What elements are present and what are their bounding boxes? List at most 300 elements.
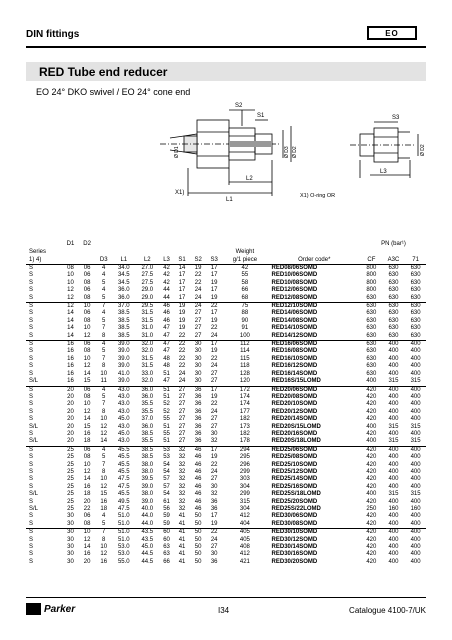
cell-order-code: RED25/12SOMD (271, 468, 318, 475)
cell-pn-a3c: 400 (388, 551, 399, 558)
cell-l3: 54 (163, 461, 170, 468)
cell-pn-71: 630 (410, 279, 421, 286)
label-d2-left: Ø D2 (292, 146, 298, 158)
cell-l3: 46 (163, 310, 170, 317)
cell-pn-cf: 250 (366, 506, 377, 512)
cell-l2: 35.5 (141, 438, 154, 445)
cell-weight: 294 (222, 446, 267, 454)
table-row (26, 529, 426, 537)
cell-l3: 51 (163, 370, 170, 377)
cell-d3: 10 (100, 476, 108, 483)
cell-d3: 5 (102, 454, 106, 461)
cell-d2: 06 (83, 310, 91, 317)
cell-s2: 46 (194, 498, 202, 505)
cell-s1: 22 (178, 332, 186, 339)
eo-logo: EO (367, 26, 417, 40)
cell-pn-71: 315 (410, 378, 421, 385)
cell-l3: 53 (159, 446, 174, 454)
cell-l1: 36.0 (117, 294, 130, 301)
cell-s1: 19 (178, 325, 186, 332)
cell-series: S (29, 348, 34, 355)
cell-s3: 24 (210, 408, 218, 415)
cell-s2: 46 (194, 476, 202, 483)
cell-s2: 50 (194, 544, 202, 551)
cell-s2: 24 (194, 294, 202, 301)
cell-l2: 44.0 (141, 513, 154, 520)
header-weight: Weight (235, 248, 255, 255)
cell-s3: 17 (206, 341, 222, 349)
cell-series: S (29, 498, 34, 505)
cell-order-code: RED14/06SOMD (271, 310, 318, 317)
cell-pn-71: 400 (410, 558, 421, 565)
cell-series: S (26, 341, 62, 349)
cell-d1: 20 (67, 430, 74, 437)
cell-l3: 42 (163, 279, 170, 286)
cell-l3: 44 (163, 287, 170, 294)
table-row (26, 544, 426, 551)
cell-s1: 32 (178, 491, 186, 498)
cell-d1: 10 (67, 279, 74, 286)
cell-d3: 12 (100, 430, 108, 437)
cell-d2: 06 (79, 341, 96, 349)
cell-pn-cf: 400 (366, 423, 377, 430)
cell-pn-cf: 420 (366, 520, 377, 527)
header-l1: L1 (112, 256, 136, 265)
cell-s1: 32 (178, 476, 186, 483)
cell-s2: 50 (194, 520, 202, 527)
cell-pn-cf: 420 (366, 468, 377, 475)
cell-l3: 48 (163, 355, 170, 362)
cell-s1: 32 (178, 461, 186, 468)
cell-series: S (29, 476, 34, 483)
cell-pn-cf: 630 (366, 332, 377, 339)
cell-l1: 34.5 (117, 279, 130, 286)
oring-note: X1) O-ring OR (300, 193, 336, 199)
cell-s2: 36 (194, 401, 202, 408)
cell-s2: 36 (194, 430, 202, 437)
cell-l2: 31.5 (141, 363, 154, 370)
cell-weight: 405 (239, 536, 250, 543)
cell-weight: 182 (239, 430, 250, 437)
cell-l2: 27.5 (141, 279, 154, 286)
cell-d2: 08 (83, 317, 91, 324)
header-l3: L3 (159, 256, 174, 265)
cell-pn-71: 400 (410, 483, 421, 490)
cell-pn-a3c: 400 (388, 513, 399, 520)
cell-d1: 16 (67, 370, 74, 377)
cell-s1: 41 (178, 551, 186, 558)
cell-l1: 41.0 (117, 370, 130, 377)
cell-l2: 27.5 (141, 272, 154, 279)
cell-pn-71: 630 (405, 303, 426, 311)
cell-d3: 7 (102, 401, 106, 408)
cell-d3: 5 (102, 294, 106, 301)
cell-d2: 15 (83, 423, 91, 430)
cell-pn-cf: 420 (366, 498, 377, 505)
cell-l2: 36.0 (141, 423, 154, 430)
cell-pn-cf: 630 (366, 370, 377, 377)
cell-pn-71: 400 (405, 386, 426, 394)
cell-series: S (29, 483, 34, 490)
cell-l3: 44 (163, 294, 170, 301)
cell-s2: 27 (194, 317, 202, 324)
cell-d2: 12 (83, 408, 91, 415)
cell-pn-71: 315 (410, 491, 421, 498)
cell-l2: 29.5 (136, 303, 160, 311)
table-row (26, 378, 426, 386)
cell-l1: 51.0 (117, 520, 130, 527)
cell-d1: 14 (67, 317, 74, 324)
cell-l1: 36.0 (117, 287, 130, 294)
cell-weight: 91 (241, 325, 249, 332)
header-s1: S1 (174, 256, 190, 265)
header-71: 71 (405, 256, 426, 265)
cell-weight: 55 (241, 272, 249, 279)
cell-d2: 08 (83, 393, 91, 400)
cell-d2: 10 (79, 529, 96, 537)
cell-l2: 31.5 (141, 317, 154, 324)
cell-l2: 38.0 (141, 491, 154, 498)
cell-d1: 12 (62, 303, 79, 311)
table-row (26, 513, 426, 520)
cell-pn-a3c: 400 (388, 363, 399, 370)
cell-l3: 47 (163, 325, 170, 332)
cell-d1: 25 (67, 461, 74, 468)
cell-l3: 54 (163, 491, 170, 498)
cell-l1: 39.0 (117, 378, 130, 385)
cell-s1: 14 (178, 265, 186, 271)
cell-l1: 47.5 (117, 483, 130, 490)
cell-l2: 29.0 (141, 294, 154, 301)
cell-s1: 17 (178, 272, 186, 279)
cell-weight: 118 (240, 363, 250, 370)
cell-l3: 57 (163, 483, 170, 490)
table-row (26, 333, 426, 341)
cell-series: S (26, 446, 62, 454)
cell-series: S (29, 355, 34, 362)
cell-d1: 12 (67, 294, 74, 301)
cell-series: S (29, 272, 34, 279)
cell-weight: 412 (239, 513, 250, 520)
cell-series: S (29, 513, 34, 520)
cell-pn-a3c: 400 (388, 355, 399, 362)
cell-l2: 32.0 (136, 341, 160, 349)
cell-pn-71: 400 (410, 408, 421, 415)
cell-weight: 296 (239, 461, 250, 468)
header-order-code: Order code* (268, 256, 362, 265)
cell-weight: 405 (222, 529, 267, 537)
cell-d2: 12 (83, 332, 91, 339)
cell-pn-71: 630 (410, 310, 421, 317)
cell-s3: 36 (210, 506, 218, 512)
cell-d2: 10 (83, 355, 91, 362)
cell-d1: 30 (62, 529, 79, 537)
cell-pn-a3c: 400 (382, 341, 406, 349)
cell-series: S (29, 310, 34, 317)
cell-order-code: RED25S/22LOMD (271, 506, 321, 512)
cell-pn-cf: 420 (361, 386, 382, 394)
cell-pn-a3c: 400 (388, 348, 399, 355)
cell-d2: 08 (83, 294, 91, 301)
cell-s1: 32 (178, 454, 186, 461)
cell-pn-71: 400 (410, 468, 421, 475)
cell-l3: 53 (163, 454, 170, 461)
cell-d2: 10 (83, 401, 91, 408)
cell-s3: 30 (210, 483, 218, 490)
cell-pn-71: 400 (410, 416, 421, 423)
cell-weight: 295 (239, 454, 250, 461)
cell-s2: 30 (194, 355, 202, 362)
cell-d3: 4 (102, 287, 106, 294)
cell-l2: 38.5 (141, 430, 154, 437)
cell-d2: 16 (83, 483, 91, 490)
table-row (26, 303, 426, 311)
cell-weight: 90 (241, 317, 249, 324)
cell-pn-71: 630 (410, 272, 421, 279)
cell-weight: 68 (241, 294, 249, 301)
cell-pn-71: 400 (410, 430, 421, 437)
cell-series: S (29, 468, 34, 475)
table-row (26, 348, 426, 355)
cell-d3: 15 (100, 491, 108, 498)
cell-l2: 31.0 (141, 332, 154, 339)
cell-pn-cf: 420 (366, 393, 377, 400)
cell-series: S (29, 325, 34, 332)
cell-l1: 37.0 (112, 303, 136, 311)
cell-order-code: RED08/06SOMD (271, 265, 318, 271)
cell-d2: 06 (83, 513, 91, 520)
cell-pn-a3c: 315 (388, 491, 399, 498)
cell-s2: 46 (194, 468, 202, 475)
cell-s3: 17 (206, 446, 222, 454)
label-d3: Ø D3 (284, 146, 290, 158)
cell-l3: 47 (163, 378, 170, 385)
header-series: Series (29, 248, 47, 255)
cell-s1: 27 (178, 430, 186, 437)
cell-pn-a3c: 315 (388, 423, 399, 430)
cell-d1: 16 (67, 355, 74, 362)
cell-s1: 17 (178, 294, 186, 301)
cell-s3: 27 (210, 423, 218, 430)
cell-pn-71: 400 (405, 529, 426, 537)
cell-d1: 14 (67, 332, 74, 339)
cell-s1: 41 (178, 536, 186, 543)
table-row (26, 416, 426, 423)
cell-l1: 34.0 (117, 265, 130, 271)
cell-l2: 35.5 (141, 408, 154, 415)
product-subtitle: EO 24° DKO swivel / EO 24° cone end (36, 87, 191, 97)
cell-pn-a3c: 630 (388, 287, 399, 294)
cell-series: S (29, 363, 34, 370)
cell-d2: 08 (83, 348, 91, 355)
cell-s2: 24 (190, 303, 206, 311)
cell-series: S (29, 536, 34, 543)
cell-l1: 43.0 (112, 386, 136, 394)
cell-weight: 178 (239, 438, 250, 445)
cell-s3: 22 (210, 355, 218, 362)
cell-d3: 12 (100, 551, 108, 558)
cell-d1: 14 (67, 310, 74, 317)
cell-pn-a3c: 630 (388, 279, 399, 286)
cell-s1: 24 (178, 370, 186, 377)
cell-pn-71: 400 (410, 498, 421, 505)
cell-s1: 41 (178, 558, 186, 565)
cell-series: S (29, 332, 34, 339)
cell-l2: 36.0 (136, 386, 160, 394)
table-row (26, 280, 426, 287)
cell-s1: 27 (178, 401, 186, 408)
table-row (26, 409, 426, 416)
cell-order-code: RED30/20SOMD (271, 558, 318, 565)
cell-weight: 304 (239, 483, 250, 490)
cell-weight: 66 (241, 287, 249, 294)
cell-l2: 44.5 (141, 551, 154, 558)
cell-pn-71: 400 (410, 520, 421, 527)
cell-s3: 24 (210, 468, 218, 475)
cell-d3: 10 (100, 370, 108, 377)
cell-l3: 52 (163, 401, 170, 408)
cell-pn-a3c: 400 (388, 393, 399, 400)
cell-d3: 16 (100, 498, 108, 505)
cell-pn-cf: 630 (366, 325, 377, 332)
cell-l1: 34.5 (117, 272, 130, 279)
header-d3: D3 (95, 256, 112, 265)
cell-l2: 31.5 (141, 355, 154, 362)
cell-pn-cf: 420 (366, 476, 377, 483)
cell-pn-cf: 400 (366, 491, 377, 498)
cell-l2: 38.0 (141, 461, 154, 468)
cell-l3: 46 (159, 303, 174, 311)
cell-series: S/L (29, 491, 39, 498)
cell-l1: 45.0 (117, 416, 130, 423)
cell-pn-cf: 420 (366, 430, 377, 437)
table-row (26, 446, 426, 454)
cell-pn-cf: 420 (366, 416, 377, 423)
cell-pn-71: 160 (410, 506, 421, 512)
cell-l1: 47.5 (117, 476, 130, 483)
cell-order-code: RED30/06SOMD (271, 513, 318, 520)
cell-l1: 53.0 (117, 551, 130, 558)
label-l2: L2 (246, 176, 253, 182)
label-d2-right: Ø D2 (420, 144, 426, 156)
cell-d1: 16 (67, 378, 74, 385)
cell-pn-71: 630 (410, 332, 421, 339)
cell-s2: 36 (194, 408, 202, 415)
cell-s1: 19 (174, 303, 190, 311)
cell-pn-71: 400 (410, 513, 421, 520)
section-title: DIN fittings (26, 29, 80, 40)
cell-order-code: RED20S/18LOMD (271, 438, 321, 445)
cell-series: S (29, 317, 34, 324)
cell-d3: 14 (100, 438, 108, 445)
cell-d3: 4 (95, 341, 112, 349)
cell-order-code: RED20/14SOMD (271, 416, 318, 423)
cell-weight: 304 (239, 506, 250, 512)
cell-s1: 32 (178, 506, 186, 512)
cell-s1: 22 (178, 355, 186, 362)
cell-d1: 30 (67, 513, 74, 520)
cell-s2: 36 (194, 438, 202, 445)
cell-weight: 112 (222, 341, 267, 349)
cell-s3: 17 (210, 265, 218, 271)
cell-pn-a3c: 400 (388, 476, 399, 483)
cell-s1: 27 (178, 416, 186, 423)
cell-l3: 46 (163, 317, 170, 324)
cell-s1: 32 (178, 468, 186, 475)
cell-d2: 20 (83, 498, 91, 505)
table-row (26, 438, 426, 446)
table-row (26, 318, 426, 325)
cell-series: S (29, 461, 34, 468)
cell-d2: 18 (83, 491, 91, 498)
cell-series: S (26, 386, 62, 394)
cell-pn-cf: 420 (361, 446, 382, 454)
table-row (26, 462, 426, 469)
cell-s2: 27 (194, 325, 202, 332)
cell-order-code: RED25/06SOMD (268, 446, 362, 454)
table-row (26, 454, 426, 461)
cell-d2: 15 (83, 378, 91, 385)
cell-l1: 38.5 (117, 325, 130, 332)
cell-weight: 88 (241, 310, 249, 317)
cell-pn-a3c: 400 (388, 401, 399, 408)
cell-l2: 39.0 (141, 498, 154, 505)
cell-d2: 20 (83, 558, 91, 565)
cell-pn-71: 400 (410, 401, 421, 408)
cell-d1: 20 (67, 393, 74, 400)
catalogue-number: Catalogue 4100-7/UK (349, 606, 426, 615)
cell-pn-a3c: 630 (388, 317, 399, 324)
cell-pn-a3c: 630 (388, 265, 399, 271)
cell-d2: 22 (83, 506, 91, 512)
cell-series: S (29, 520, 34, 527)
cell-l2: 44.5 (141, 558, 154, 565)
cell-weight: 315 (239, 498, 250, 505)
cell-l3: 59 (163, 513, 170, 520)
cell-l3: 55 (163, 416, 170, 423)
cell-l1: 39.0 (117, 355, 130, 362)
cell-weight: 42 (241, 265, 249, 271)
cell-d3: 5 (102, 317, 106, 324)
cell-d3: 8 (102, 536, 106, 543)
cell-s1: 32 (178, 483, 186, 490)
cell-l3: 66 (163, 558, 170, 565)
cell-d2: 08 (83, 520, 91, 527)
cell-l1: 45.0 (117, 430, 130, 437)
cell-l1: 45.5 (112, 446, 136, 454)
cell-s1: 41 (178, 513, 186, 520)
cell-d1: 20 (67, 401, 74, 408)
cell-pn-cf: 800 (366, 279, 377, 286)
cell-s3: 22 (206, 529, 222, 537)
cell-d2: 10 (83, 325, 91, 332)
cell-l1: 49.5 (117, 498, 130, 505)
cell-d1: 20 (62, 386, 79, 394)
table-row (26, 310, 426, 317)
cell-pn-71: 400 (410, 536, 421, 543)
cell-weight: 115 (240, 355, 250, 362)
cell-l3: 61 (163, 498, 170, 505)
cell-d2: 14 (83, 544, 91, 551)
cell-l1: 45.5 (117, 491, 130, 498)
cell-l1: 43.0 (117, 393, 130, 400)
cell-d3: 12 (100, 483, 108, 490)
cell-d3: 10 (100, 544, 108, 551)
cell-d1: 30 (67, 544, 74, 551)
cell-pn-a3c: 400 (388, 536, 399, 543)
cell-l3: 51 (159, 386, 174, 394)
cell-series: S/L (29, 378, 39, 385)
